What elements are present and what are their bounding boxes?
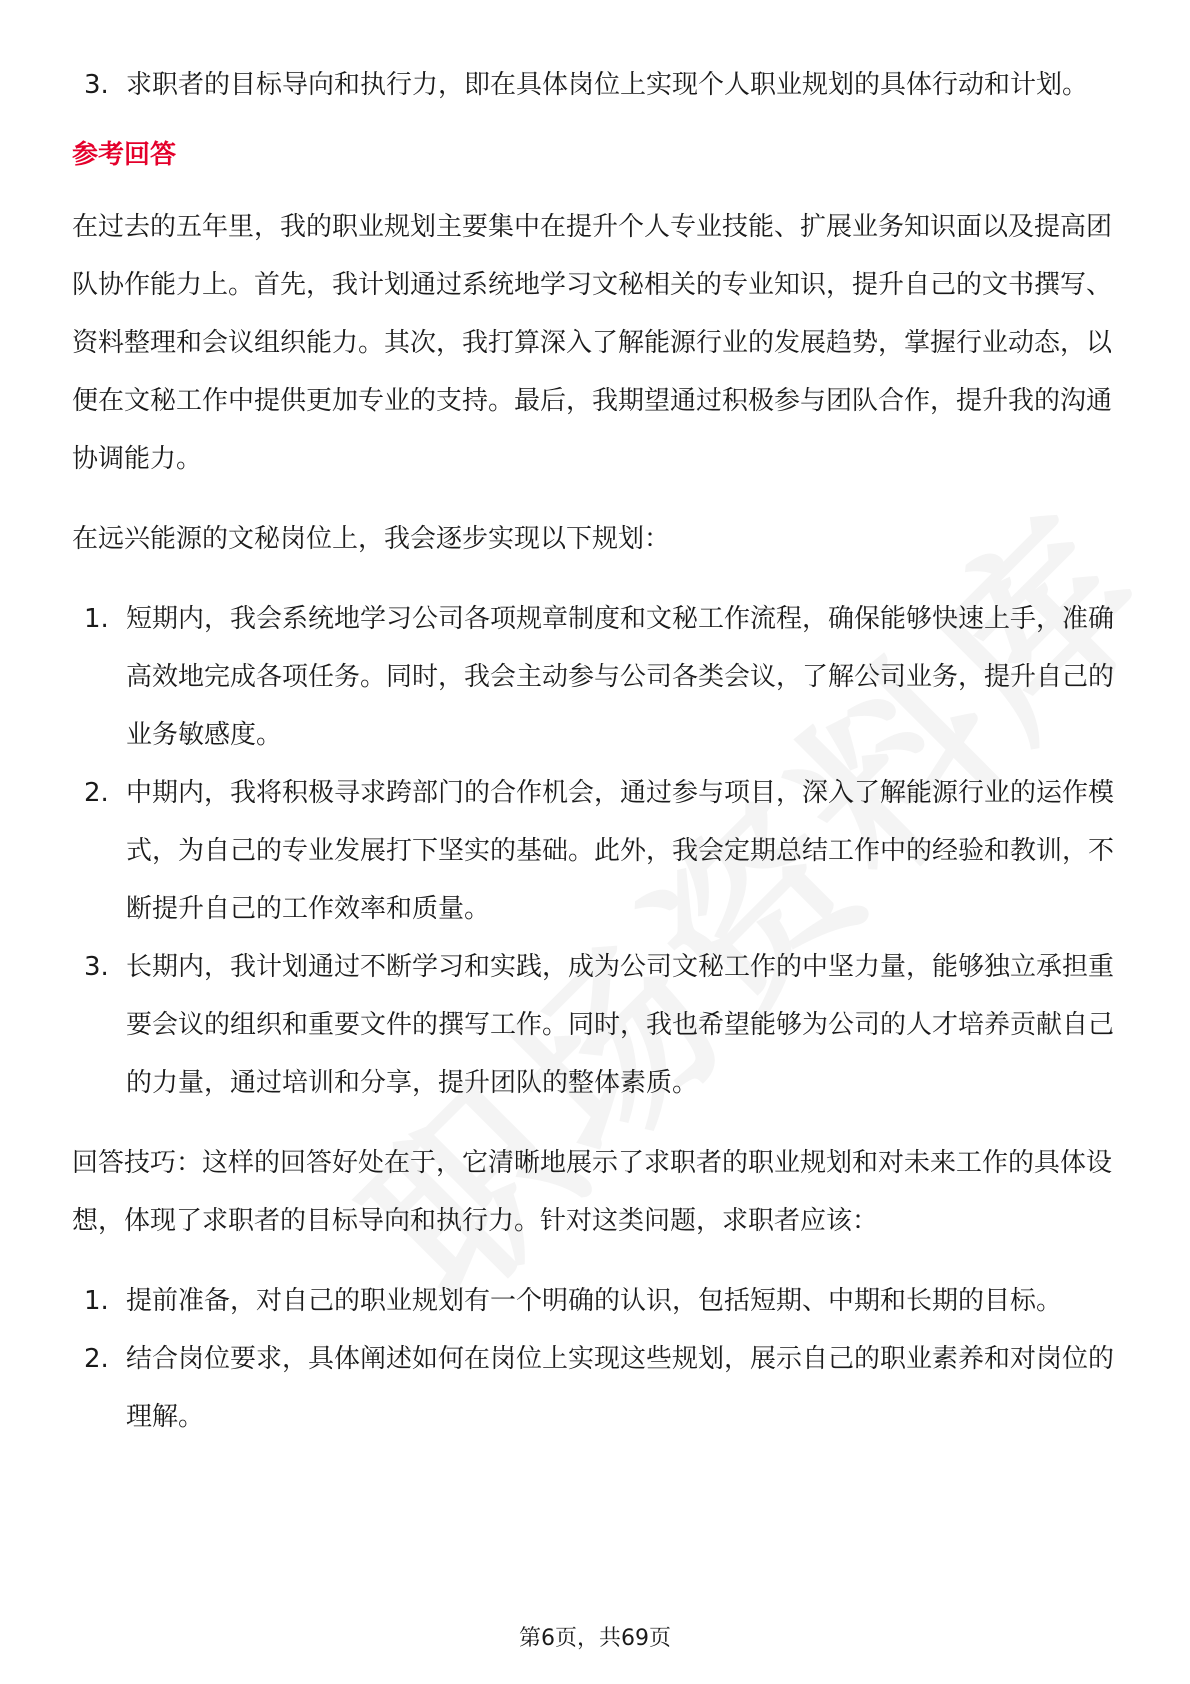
list-item-text: 结合岗位要求，具体阐述如何在岗位上实现这些规划，展示自己的职业素养和对岗位的理解。	[126, 1344, 1115, 1432]
tips-list	[72, 1272, 1122, 1446]
plan-list	[72, 590, 1122, 1112]
list-number: 3.	[84, 70, 109, 100]
list-number: 1.	[84, 1286, 109, 1316]
list-item	[72, 56, 1122, 114]
section-heading: 参考回答	[72, 140, 177, 170]
list-item-text: 提前准备，对自己的职业规划有一个明确的认识，包括短期、中期和长期的目标。	[126, 1286, 1063, 1316]
document-body	[72, 56, 1122, 1446]
list-item	[72, 590, 1122, 764]
page-footer: 第6页，共69页	[519, 1626, 671, 1651]
list-item-text: 中期内，我将积极寻求跨部门的合作机会，通过参与项目，深入了解能源行业的运作模式，为自己的专业发展打下坚实的基础。此外，我会定期总结工作中的经验和教训，不断提升自己的工作效率和质量。	[126, 778, 1115, 924]
list-number: 1.	[84, 604, 109, 634]
list-item-text: 短期内，我会系统地学习公司各项规章制度和文秘工作流程，确保能够快速上手，准确高效地完成各项任务。同时，我会主动参与公司各类会议，了解公司业务，提升自己的业务敏感度。	[126, 604, 1115, 750]
plan-intro: 在远兴能源的文秘岗位上，我会逐步实现以下规划：	[72, 524, 671, 554]
list-number: 2.	[84, 778, 109, 808]
intro-list	[72, 56, 1122, 114]
list-item-text: 长期内，我计划通过不断学习和实践，成为公司文秘工作的中坚力量，能够独立承担重要会议的组织和重要文件的撰写工作。同时，我也希望能够为公司的人才培养贡献自己的力量，通过培训和分享，提升团队的整体素质。	[126, 952, 1115, 1098]
list-item	[72, 1330, 1122, 1446]
list-number: 2.	[84, 1344, 109, 1374]
tips-paragraph: 回答技巧：这样的回答好处在于，它清晰地展示了求职者的职业规划和对未来工作的具体设想，体现了求职者的目标导向和执行力。针对这类问题，求职者应该：	[72, 1148, 1113, 1236]
list-item	[72, 764, 1122, 938]
list-item	[72, 1272, 1122, 1330]
list-item	[72, 938, 1122, 1112]
list-item-text: 求职者的目标导向和执行力，即在具体岗位上实现个人职业规划的具体行动和计划。	[126, 70, 1089, 100]
list-number: 3.	[84, 952, 109, 982]
answer-paragraph: 在过去的五年里，我的职业规划主要集中在提升个人专业技能、扩展业务知识面以及提高团队协作能力上。首先，我计划通过系统地学习文秘相关的专业知识，提升自己的文书撰写、资料整理和会议组织能力。其次，我打算深入了解能源行业的发展趋势，掌握行业动态，以便在文秘工作中提供更加专业的支持。最后，我期望通过积极参与团队合作，提升我的沟通协调能力。	[72, 212, 1113, 474]
